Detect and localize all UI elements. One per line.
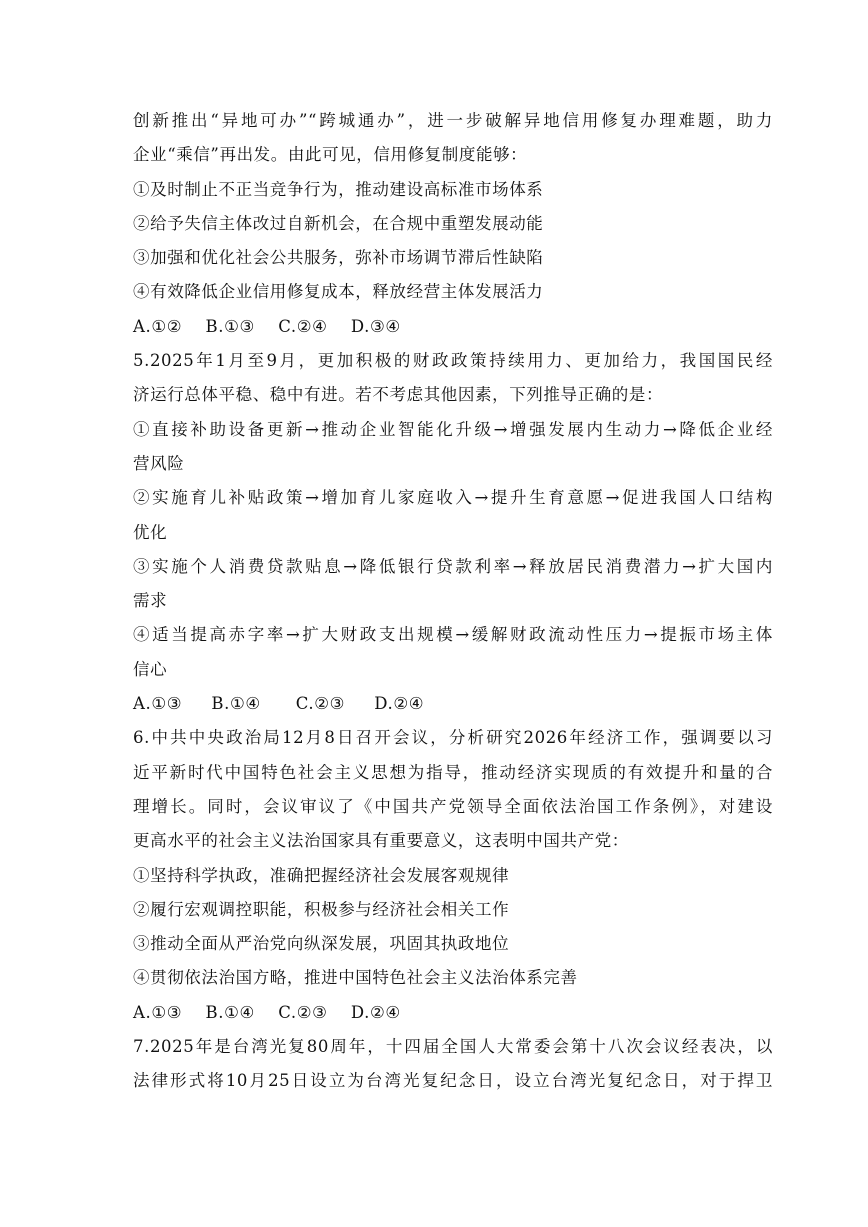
option-statement: ①及时制止不正当竞争行为，推动建设高标准市场体系 [133, 179, 544, 199]
text-line: 创新推出“异地可办”“跨城通办”，进一步破解异地信用修复办理难题，助力 [133, 111, 773, 130]
question-stem: 5.2025年1月至9月，更加积极的财政政策持续用力、更加给力，我国国民经 [133, 351, 773, 371]
option-statement: ④贯彻依法治国方略，推进中国特色社会主义法治体系完善 [133, 968, 578, 988]
question-stem: 法律形式将10月25日设立为台湾光复纪念日，设立台湾光复纪念日，对于捍卫 [133, 1071, 773, 1091]
text-line: 企业“乘信”再出发。由此可见，信用修复制度能够： [133, 145, 528, 165]
question-stem: 济运行总体平稳、稳中有进。若不考虑其他因素，下列推导正确的是： [133, 385, 664, 405]
option-statement: ④适当提高赤字率→扩大财政支出规模→缓解财政流动性压力→提振市场主体 [133, 625, 773, 645]
option-statement: ①直接补助设备更新→推动企业智能化升级→增强发展内生动力→降低企业经 [133, 419, 773, 439]
question-stem: 6.中共中央政治局12月8日召开会议，分析研究2026年经济工作，强调要以习 [133, 728, 773, 748]
answer-choices: A.①③ B.①④ C.②③ D.②④ [133, 694, 425, 714]
question-stem: 理增长。同时，会议审议了《中国共产党领导全面依法治国工作条例》，对建设 [133, 796, 773, 816]
question-stem: 近平新时代中国特色社会主义思想为指导，推动经济实现质的有效提升和量的合 [133, 762, 773, 782]
option-statement: ③实施个人消费贷款贴息→降低银行贷款利率→释放居民消费潜力→扩大国内 [133, 556, 773, 576]
option-statement: 信心 [133, 659, 168, 679]
option-statement: ②实施育儿补贴政策→增加育儿家庭收入→提升生育意愿→促进我国人口结构 [133, 488, 773, 508]
option-statement: ③加强和优化社会公共服务，弥补市场调节滞后性缺陷 [133, 248, 544, 268]
document-body [133, 104, 773, 1099]
option-statement: ①坚持科学执政，准确把握经济社会发展客观规律 [133, 865, 510, 885]
question-stem: 7.2025年是台湾光复80周年，十四届全国人大常委会第十八次会议经表决，以 [133, 1037, 773, 1057]
option-statement: 营风险 [133, 453, 185, 473]
option-statement: ②给予失信主体改过自新机会，在合规中重塑发展动能 [133, 213, 544, 233]
option-statement: ③推动全面从严治党向纵深发展，巩固其执政地位 [133, 934, 510, 954]
question-stem: 更高水平的社会主义法治国家具有重要意义，这表明中国共产党： [133, 831, 629, 851]
option-statement: 优化 [133, 522, 168, 542]
answer-choices: A.①③ B.①④ C.②③ D.②④ [133, 1002, 401, 1022]
answer-choices: A.①② B.①③ C.②④ D.③④ [133, 316, 401, 336]
option-statement: ④有效降低企业信用修复成本，释放经营主体发展活力 [133, 282, 544, 302]
option-statement: ②履行宏观调控职能，积极参与经济社会相关工作 [133, 899, 510, 919]
option-statement: 需求 [133, 591, 168, 611]
